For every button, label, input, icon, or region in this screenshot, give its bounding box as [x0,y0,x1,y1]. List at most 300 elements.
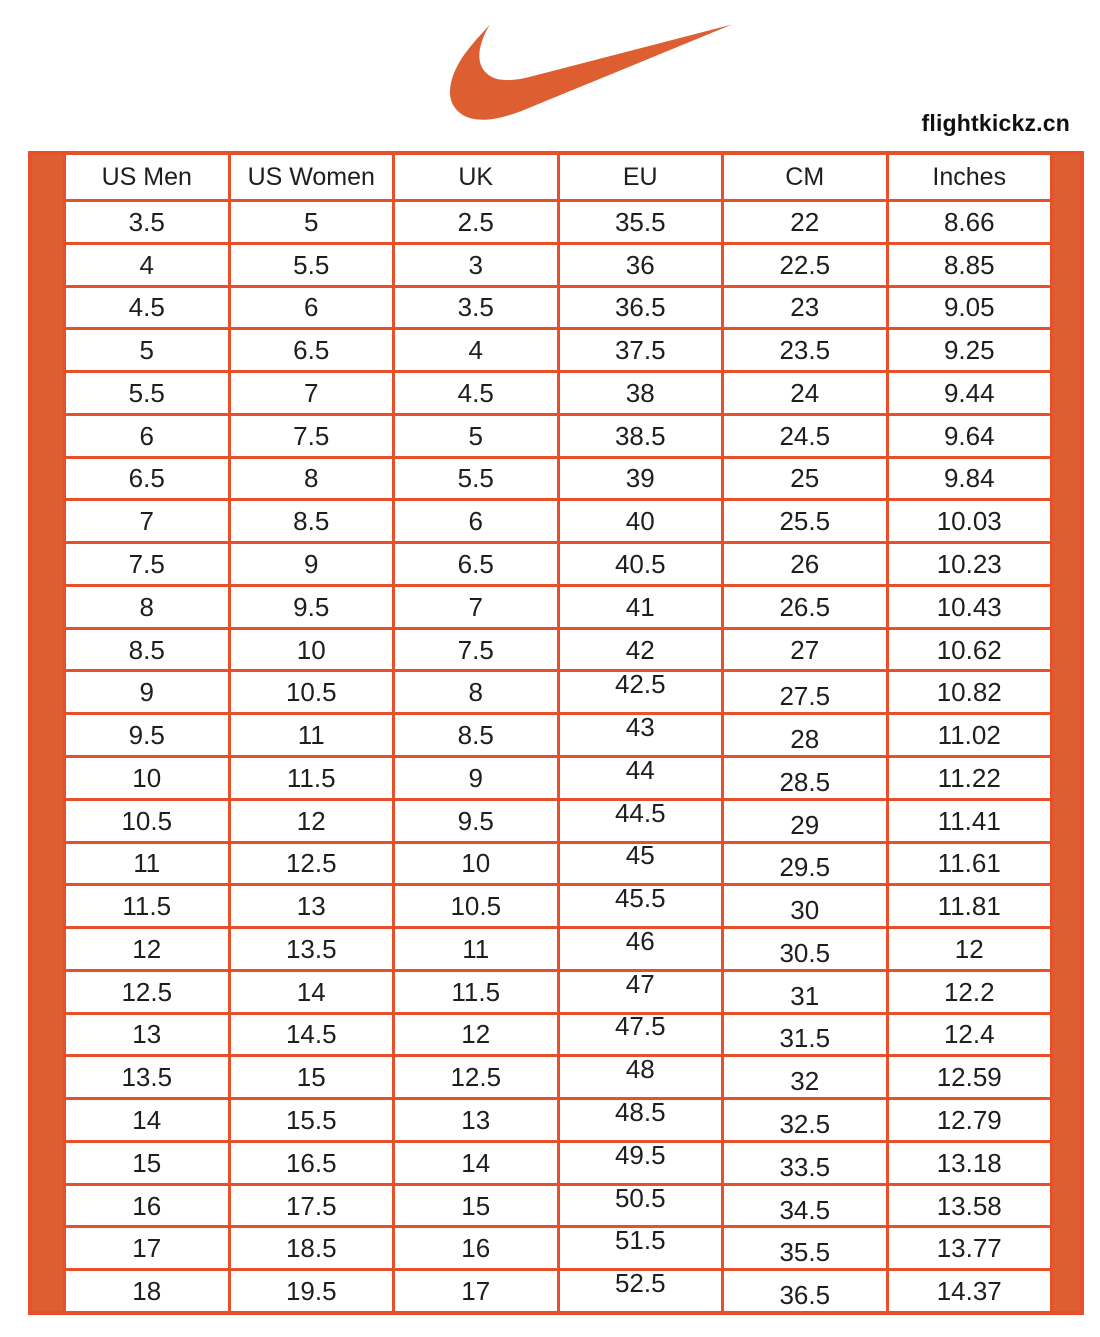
table-cell-label: 17 [132,1233,162,1264]
table-cell-label: 11.81 [937,891,1001,922]
table-cell-label: 45.5 [614,883,666,914]
table-cell-label: 4.5 [457,377,494,408]
table-cell [231,715,393,755]
table-cell [231,844,393,884]
table-cell [395,1100,557,1140]
table-cell-label: 9.84 [943,463,995,494]
table-cell [66,758,228,798]
table-cell [889,1228,1051,1268]
table-cell [395,715,557,755]
table-cell [231,1100,393,1140]
table-cell [560,1054,722,1097]
table-cell [231,1186,393,1226]
table-cell-label: 41 [625,591,655,622]
table-cell-label: 10.03 [936,506,1002,537]
table-cell-label: 9.5 [128,720,165,751]
table-cell [724,459,886,499]
column-header-label: Inches [932,162,1007,191]
table-cell [724,1228,886,1268]
table-cell [66,544,228,584]
site-name: flightkickz.cn [921,110,1070,136]
table-cell [889,801,1051,841]
table-cell-label: 9.05 [943,292,995,323]
table-cell-label: 5.5 [128,377,165,408]
table-cell-label: 7.5 [293,420,330,451]
table-cell-label: 32.5 [779,1109,831,1140]
table-cell-label: 10.62 [936,634,1002,665]
table-cell-label: 31 [790,980,820,1011]
table-cell [231,1271,393,1311]
table-cell [889,758,1051,798]
table-cell-label: 7.5 [457,634,494,665]
table-cell-label: 27.5 [779,681,831,712]
table-cell [724,758,886,798]
table-cell-label: 28 [790,724,820,755]
table-cell [66,801,228,841]
table-cell-label: 12 [954,933,984,964]
table-cell-label: 49.5 [614,1139,666,1170]
table-cell-label: 12.4 [943,1019,995,1050]
table-cell [724,1057,886,1097]
table-cell [231,1015,393,1055]
table-cell-label: 48 [625,1054,655,1085]
table-cell [231,1143,393,1183]
table-cell-label: 43 [625,712,655,743]
table-cell-label: 25 [790,463,820,494]
table-cell [66,373,228,413]
table-cell [231,929,393,969]
table-cell-label: 8.85 [943,249,995,280]
table-cell-label: 44 [625,754,655,785]
table-cell [395,630,557,670]
table-cell-label: 14.37 [936,1276,1002,1307]
table-cell-label: 13.5 [285,933,337,964]
table-cell-label: 30 [790,895,820,926]
table-cell [724,245,886,285]
table-cell-label: 34.5 [779,1194,831,1225]
table-cell-label: 47.5 [614,1011,666,1042]
table-cell [395,245,557,285]
table-cell-label: 9.5 [293,591,330,622]
table-cell [889,1015,1051,1055]
table-cell-label: 8.5 [457,720,494,751]
size-grid [66,155,1050,1311]
table-cell-label: 5.5 [457,463,494,494]
table-cell-label: 24.5 [779,420,831,451]
table-cell-label: 10.5 [121,805,173,836]
table-cell-label: 11.61 [937,848,1001,879]
table-cell-label: 8.5 [128,634,165,665]
table-cell-label: 36 [625,249,655,280]
table-cell [889,672,1051,712]
table-cell-label: 40 [625,506,655,537]
table-cell-label: 12.5 [121,976,173,1007]
table-cell-label: 22.5 [779,249,831,280]
table-cell-label: 11 [133,848,161,879]
table-cell [231,202,393,242]
table-cell-label: 4.5 [128,292,165,323]
table-cell-label: 6.5 [457,549,494,580]
column-header-label: EU [622,162,658,191]
table-cell [560,630,722,670]
table-cell [560,883,722,926]
table-cell [889,886,1051,926]
table-cell [66,844,228,884]
table-cell-label: 4 [139,249,154,280]
table-cell-label: 6 [304,292,319,323]
table-cell [724,501,886,541]
table-cell-label: 11.5 [286,762,336,793]
table-cell [560,288,722,328]
table-cell [889,373,1051,413]
table-cell-label: 18 [132,1276,162,1307]
table-cell [889,972,1051,1012]
table-cell [724,929,886,969]
column-header [231,155,393,199]
table-cell [889,416,1051,456]
table-cell-label: 26.5 [779,591,831,622]
table-cell [66,245,228,285]
table-cell [889,501,1051,541]
table-cell [560,459,722,499]
table-cell [889,1057,1051,1097]
table-cell [231,459,393,499]
table-cell-label: 11.41 [937,805,1001,836]
table-cell [889,330,1051,370]
table-cell-label: 38.5 [614,420,666,451]
table-cell-label: 16.5 [285,1147,337,1178]
table-cell [231,416,393,456]
table-cell-label: 48.5 [614,1097,666,1128]
table-cell [560,968,722,1012]
table-cell [231,1057,393,1097]
table-cell [395,330,557,370]
column-header [724,155,886,199]
table-cell-label: 39 [625,463,655,494]
table-cell [560,797,722,841]
table-cell [395,587,557,627]
table-cell-label: 35.5 [614,206,666,237]
column-header [889,155,1051,199]
table-cell-label: 11.22 [937,762,1001,793]
table-cell [724,1015,886,1055]
table-cell [231,288,393,328]
table-cell [724,330,886,370]
table-cell [66,715,228,755]
table-cell [231,373,393,413]
table-cell-label: 12.5 [450,1062,502,1093]
table-cell [66,330,228,370]
table-cell [231,587,393,627]
table-cell-label: 42 [625,634,655,665]
table-cell-label: 29.5 [779,852,831,883]
column-header [560,155,722,199]
table-cell-label: 13.18 [936,1147,1002,1178]
table-cell-label: 28.5 [779,766,831,797]
table-cell [889,630,1051,670]
table-cell-label: 10 [296,634,326,665]
table-cell-label: 3 [468,249,483,280]
table-cell-label: 6.5 [128,463,165,494]
table-cell-label: 42.5 [614,669,666,700]
table-cell [231,758,393,798]
table-cell [724,202,886,242]
table-cell [66,972,228,1012]
table-cell [66,1186,228,1226]
table-cell [560,1097,722,1140]
table-cell-label: 14.5 [285,1019,337,1050]
table-cell [560,1268,722,1311]
table-cell [560,754,722,798]
table-cell [395,1057,557,1097]
table-cell-label: 10.23 [936,549,1002,580]
table-cell-label: 19.5 [285,1276,337,1307]
table-cell-label: 18.5 [285,1233,337,1264]
column-header-label: US Men [101,162,192,191]
table-cell [66,1228,228,1268]
table-cell-label: 5.5 [293,249,330,280]
table-cell-label: 10.43 [936,591,1002,622]
table-cell [560,587,722,627]
table-cell [889,1100,1051,1140]
table-cell-label: 3.5 [457,292,494,323]
table-cell-label: 11.5 [451,976,501,1007]
table-cell-label: 44.5 [614,797,666,828]
table-cell-label: 36.5 [614,292,666,323]
table-cell-label: 13.77 [936,1233,1002,1264]
table-cell [66,672,228,712]
table-cell [395,1228,557,1268]
table-cell-label: 23 [790,292,820,323]
table-cell-label: 30.5 [779,937,831,968]
table-cell [560,669,722,712]
table-cell-label: 9 [468,762,483,793]
table-cell-label: 5 [139,335,154,366]
table-cell [66,1100,228,1140]
table-cell [889,1271,1051,1311]
table-cell [66,886,228,926]
table-cell-label: 46 [625,925,655,956]
table-cell [889,1143,1051,1183]
table-cell-label: 7 [468,591,483,622]
table-cell [66,1271,228,1311]
table-cell-label: 45 [625,840,655,871]
table-cell [395,758,557,798]
table-cell-label: 8 [468,677,483,708]
table-cell-label: 37.5 [614,335,666,366]
table-cell-label: 10 [132,762,162,793]
table-cell [66,929,228,969]
table-cell-label: 12.2 [943,976,995,1007]
column-header-label: US Women [247,162,375,191]
table-cell [66,459,228,499]
table-cell-label: 9.5 [457,805,494,836]
table-cell [231,501,393,541]
table-cell-label: 27 [790,634,820,665]
table-cell-label: 12 [132,933,162,964]
table-cell [395,801,557,841]
table-cell-label: 8 [139,591,154,622]
table-cell-label: 13 [132,1019,162,1050]
table-cell [395,373,557,413]
table-cell-label: 2.5 [457,206,494,237]
table-cell [66,202,228,242]
size-table [28,151,1084,1315]
table-cell [231,630,393,670]
table-cell-label: 40.5 [614,549,666,580]
left-accent-bar [32,155,63,1311]
table-cell-label: 10 [461,848,491,879]
table-cell [395,672,557,712]
table-cell-label: 13.58 [936,1190,1002,1221]
table-cell-label: 7 [304,377,319,408]
table-cell [395,1186,557,1226]
table-cell-label: 15 [296,1062,326,1093]
table-cell-label: 38 [625,377,655,408]
table-cell [889,245,1051,285]
table-cell [889,1186,1051,1226]
table-cell-label: 29 [790,809,820,840]
table-cell [395,459,557,499]
table-cell-label: 12 [461,1019,491,1050]
table-cell [560,245,722,285]
table-cell-label: 15.5 [285,1105,337,1136]
table-cell [724,1271,886,1311]
table-cell-label: 26 [790,549,820,580]
table-cell-label: 5 [304,206,319,237]
table-cell-label: 12.59 [936,1062,1002,1093]
table-cell-label: 9.44 [943,377,995,408]
table-cell [66,630,228,670]
table-cell [724,1100,886,1140]
table-cell-label: 11.5 [122,891,172,922]
table-cell [724,1186,886,1226]
table-cell-label: 36.5 [779,1280,831,1311]
table-cell-label: 24 [790,377,820,408]
table-cell-label: 10.5 [285,677,337,708]
table-cell-label: 33.5 [779,1151,831,1182]
table-cell-label: 12.79 [936,1105,1002,1136]
table-cell [889,587,1051,627]
table-cell [560,1011,722,1055]
table-cell-label: 8 [304,463,319,494]
table-cell [231,801,393,841]
table-cell [66,288,228,328]
table-cell [66,1143,228,1183]
table-cell-label: 23.5 [779,335,831,366]
table-cell [889,459,1051,499]
table-cell [724,972,886,1012]
table-cell [724,288,886,328]
table-cell [724,1143,886,1183]
table-cell-label: 7.5 [128,549,165,580]
table-cell-label: 15 [132,1147,162,1178]
table-cell [395,544,557,584]
table-cell [231,972,393,1012]
right-accent-bar [1053,155,1080,1311]
table-cell [889,544,1051,584]
table-cell-label: 8.66 [943,206,995,237]
table-cell [231,886,393,926]
table-cell [395,416,557,456]
table-cell [560,501,722,541]
table-cell [724,587,886,627]
table-cell [724,801,886,841]
table-cell [560,373,722,413]
table-cell [889,288,1051,328]
table-cell [395,929,557,969]
table-cell [889,715,1051,755]
table-cell-label: 51.5 [614,1225,666,1256]
table-cell [889,929,1051,969]
table-cell-label: 13.5 [121,1062,173,1093]
table-cell [231,1228,393,1268]
table-cell [395,886,557,926]
table-cell-label: 6 [468,506,483,537]
table-cell [395,288,557,328]
table-cell [724,416,886,456]
table-cell [66,501,228,541]
table-cell-label: 9 [304,549,319,580]
table-cell-label: 4 [468,335,483,366]
table-cell [395,501,557,541]
table-cell-label: 10.5 [450,891,502,922]
table-cell [66,587,228,627]
table-cell-label: 47 [625,968,655,999]
table-cell [724,373,886,413]
table-cell [66,416,228,456]
table-cell-label: 31.5 [779,1023,831,1054]
table-cell-label: 52.5 [614,1268,666,1299]
table-cell [560,840,722,884]
table-cell-label: 8.5 [293,506,330,537]
table-cell [724,886,886,926]
table-cell-label: 13 [296,891,326,922]
column-header [66,155,228,199]
table-cell [889,844,1051,884]
table-cell-label: 14 [461,1147,491,1178]
table-cell [395,1143,557,1183]
table-cell-label: 14 [132,1105,162,1136]
table-cell [724,672,886,712]
table-cell [395,1015,557,1055]
table-cell [889,202,1051,242]
table-cell [724,630,886,670]
table-cell-label: 13 [461,1105,491,1136]
table-cell-label: 32 [790,1066,820,1097]
column-header-label: UK [458,162,494,191]
table-cell-label: 16 [132,1190,162,1221]
table-cell-label: 17.5 [285,1190,337,1221]
table-cell [724,715,886,755]
table-cell [724,844,886,884]
table-cell [231,544,393,584]
table-cell-label: 12 [296,805,326,836]
table-cell [231,245,393,285]
table-cell [560,416,722,456]
table-cell-label: 3.5 [128,206,165,237]
column-header-label: CM [785,162,825,191]
table-cell-label: 35.5 [779,1237,831,1268]
table-cell-label: 17 [461,1276,491,1307]
table-cell [560,1182,722,1226]
table-cell-label: 15 [461,1190,491,1221]
column-header [395,155,557,199]
table-cell-label: 9.64 [943,420,995,451]
table-cell-label: 10.82 [936,677,1002,708]
table-cell-label: 11 [297,720,325,751]
table-cell [395,202,557,242]
